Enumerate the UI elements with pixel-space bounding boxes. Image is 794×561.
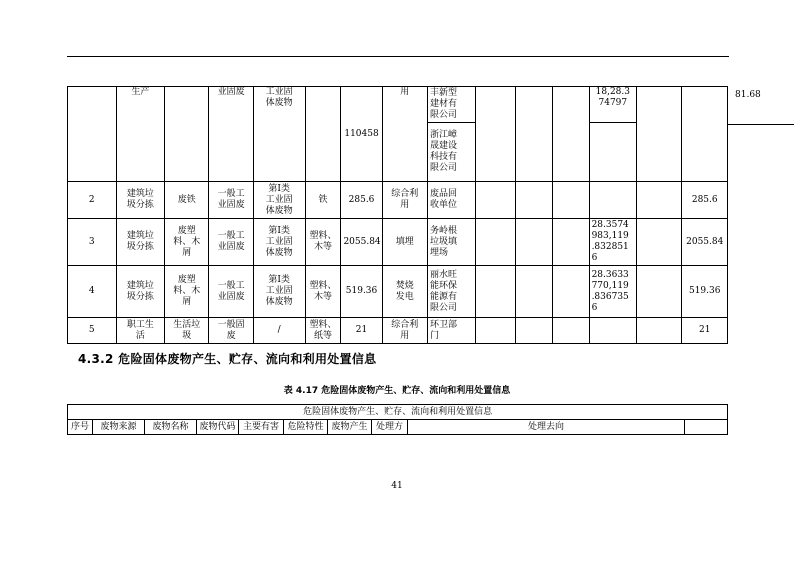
cell-category: 一般工 业固废 bbox=[209, 266, 253, 318]
cell-amount: 110458 bbox=[341, 87, 382, 182]
cell-coords: 18,28.3 74797 bbox=[589, 87, 637, 123]
cell bbox=[475, 87, 515, 182]
cell-source: 生产 bbox=[116, 87, 165, 182]
cell bbox=[68, 87, 117, 182]
cell bbox=[515, 87, 552, 182]
cell-type: 工业固 体废物 bbox=[253, 87, 305, 182]
cell bbox=[637, 318, 682, 344]
header-cell: 废物代码 bbox=[197, 420, 239, 435]
cell-name: 生活垃 圾 bbox=[165, 318, 209, 344]
cell-receiver: 环卫部 门 bbox=[428, 318, 476, 344]
cell bbox=[552, 219, 589, 266]
cell bbox=[637, 87, 682, 182]
header-cell: 主要有害 bbox=[239, 420, 284, 435]
cell-material: 铁 bbox=[305, 182, 341, 219]
cell-name: 废铁 bbox=[165, 182, 209, 219]
header-cell: 废物产生 bbox=[328, 420, 372, 435]
table-header-row bbox=[68, 420, 728, 435]
table-row bbox=[68, 219, 728, 266]
cell-total: 2055.84 bbox=[682, 219, 728, 266]
solid-waste-table bbox=[67, 86, 728, 344]
cell-receiver: 浙江嶂 晟建设 科技有 限公司 bbox=[428, 123, 476, 182]
cell-source: 建筑垃 圾分拣 bbox=[116, 266, 165, 318]
header-rule bbox=[67, 56, 729, 57]
section-heading: 4.3.2 危险固体废物产生、贮存、流向和利用处置信息 bbox=[78, 352, 377, 366]
cell-coords bbox=[589, 182, 637, 219]
cell-source: 职工生 活 bbox=[116, 318, 165, 344]
cell bbox=[637, 266, 682, 318]
header-cell: 危险特性 bbox=[284, 420, 328, 435]
cell bbox=[552, 182, 589, 219]
cell-no: 4 bbox=[68, 266, 117, 318]
cell bbox=[552, 318, 589, 344]
cell-amount: 285.6 bbox=[341, 182, 382, 219]
cell-type: 第Ⅰ类 工业固 体废物 bbox=[253, 182, 305, 219]
cell-method: 综合利 用 bbox=[382, 318, 427, 344]
cell bbox=[475, 318, 515, 344]
cell-type: 第Ⅰ类 工业固 体废物 bbox=[253, 266, 305, 318]
cell-source: 建筑垃 圾分拣 bbox=[116, 219, 165, 266]
header-cell: 废物名称 bbox=[145, 420, 197, 435]
cell bbox=[515, 182, 552, 219]
cell-material: 塑料、 木等 bbox=[305, 219, 341, 266]
cell-type: 第Ⅰ类 工业固 体废物 bbox=[253, 219, 305, 266]
cell bbox=[552, 87, 589, 182]
header-cell: 废物来源 bbox=[93, 420, 145, 435]
table-row bbox=[68, 266, 728, 318]
cell bbox=[589, 123, 637, 182]
cell-source: 建筑垃 圾分拣 bbox=[116, 182, 165, 219]
header-cell: 序号 bbox=[68, 420, 93, 435]
table-row bbox=[68, 318, 728, 344]
cell-category: 一般工 业固废 bbox=[209, 219, 253, 266]
cell-receiver: 丽水旺 能环保 能源有 限公司 bbox=[428, 266, 476, 318]
cell-amount: 519.36 bbox=[341, 266, 382, 318]
cell-category: 业固废 bbox=[209, 87, 253, 182]
hazardous-waste-table bbox=[67, 404, 728, 435]
table-row bbox=[68, 87, 728, 123]
cell-method: 焚烧 发电 bbox=[382, 266, 427, 318]
cell bbox=[552, 266, 589, 318]
cell bbox=[637, 219, 682, 266]
cell-name: 废塑 料、木 屑 bbox=[165, 266, 209, 318]
cell-no: 5 bbox=[68, 318, 117, 344]
overflow-value: 81.68 bbox=[735, 90, 761, 100]
cell-coords: 28.3574 983,119 .832851 6 bbox=[589, 219, 637, 266]
cell-coords: 28.3633 770,119 .836735 6 bbox=[589, 266, 637, 318]
cell-category: 一般固 废 bbox=[209, 318, 253, 344]
cell-name: 废塑 料、木 屑 bbox=[165, 219, 209, 266]
table-caption: 表 4.17 危险固体废物产生、贮存、流向和利用处置信息 bbox=[283, 386, 511, 396]
cell-receiver: 废品回 收单位 bbox=[428, 182, 476, 219]
cell-no: 2 bbox=[68, 182, 117, 219]
table-title-row bbox=[68, 405, 728, 420]
cell-material: 塑料、 纸等 bbox=[305, 318, 341, 344]
cell-total bbox=[682, 87, 728, 182]
header-cell: 处理去向 bbox=[408, 420, 685, 435]
cell-category: 一般工 业固废 bbox=[209, 182, 253, 219]
cell-receiver: 丰新型 建材有 限公司 bbox=[428, 87, 476, 123]
overflow-rule bbox=[728, 124, 794, 125]
table-title: 危险固体废物产生、贮存、流向和利用处置信息 bbox=[68, 405, 728, 420]
cell-method: 综合利 用 bbox=[382, 182, 427, 219]
cell-material bbox=[305, 87, 341, 182]
cell bbox=[475, 219, 515, 266]
cell-amount: 21 bbox=[341, 318, 382, 344]
cell bbox=[475, 182, 515, 219]
cell bbox=[475, 266, 515, 318]
cell-method: 用 bbox=[382, 87, 427, 182]
cell bbox=[515, 266, 552, 318]
cell-no: 3 bbox=[68, 219, 117, 266]
header-cell: 处理方 bbox=[372, 420, 408, 435]
page-number: 41 bbox=[391, 481, 403, 491]
cell-receiver: 务岭根 垃圾填 埋场 bbox=[428, 219, 476, 266]
cell-name bbox=[165, 87, 209, 182]
header-cell bbox=[685, 420, 728, 435]
cell-total: 21 bbox=[682, 318, 728, 344]
table-row bbox=[68, 182, 728, 219]
cell bbox=[515, 219, 552, 266]
cell-type: / bbox=[253, 318, 305, 344]
cell-amount: 2055.84 bbox=[341, 219, 382, 266]
cell-material: 塑料、 木等 bbox=[305, 266, 341, 318]
cell-total: 519.36 bbox=[682, 266, 728, 318]
cell-method: 填埋 bbox=[382, 219, 427, 266]
cell bbox=[637, 182, 682, 219]
cell bbox=[515, 318, 552, 344]
cell-coords bbox=[589, 318, 637, 344]
cell-total: 285.6 bbox=[682, 182, 728, 219]
